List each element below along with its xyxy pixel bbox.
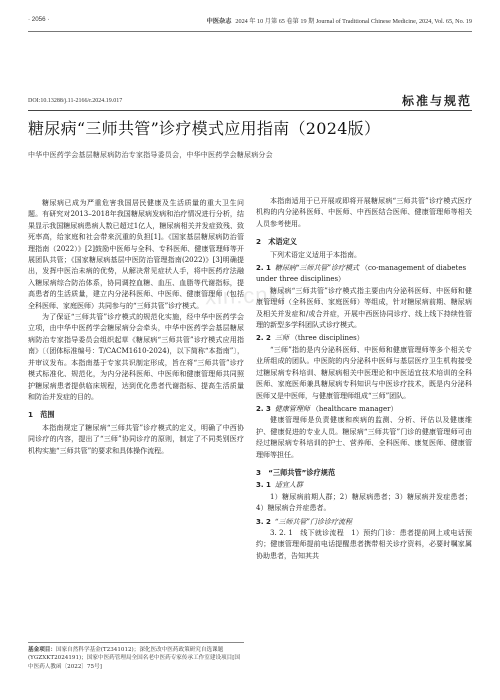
section-heading: 2 术语定义 [256, 237, 297, 247]
article-title: 糖尿病“三师共管”诊疗模式应用指南（2024版） [28, 119, 381, 138]
subsection-title: 三师 [274, 334, 289, 343]
subsection-heading [256, 404, 472, 415]
doi: DOI:10.13288/j.11-2166/r.2024.19.017 [28, 98, 123, 104]
paragraph: 为了保证“三师共管”诊疗模式的规范化实施，经中华中医药学会立项，由中华中医药学会糖尿病分会牵头，中华中医药学会基层糖尿病防治专家指导委员会组织起草《糖尿病“三师共管”诊疗模式应用指南》〔（团体标准编号：T/CACM1610-2024)，以下简称“本指南”〕，并审议发布。本指南基于专家共识制定形成，旨在将“三师共管”诊疗模式标准化、规范化，为内分泌科医师、中医师和健康管理师共同照护糖尿病患者提供临床规程，达到优化患者代谢指标、提高生活质量和防治并发症的目的。 [28, 313, 244, 401]
subsection-heading [256, 517, 472, 528]
paragraph: 健康管理师是负责健康和疾病的监测、分析、评估以及健康维护、健康促进的专业人员。糖尿病“三师共管”门诊的健康管理师可由经过糖尿病专科培训的护士、营养师、全科医师、康复医师、健康管理师等担任。 [256, 416, 472, 459]
subsection-heading [256, 263, 472, 286]
page-number: · 2056 · [28, 16, 50, 23]
subsection-number: 3. 2 [256, 517, 271, 526]
subsection-english: （three disciplines） [290, 334, 364, 343]
paragraph: “三师”指的是内分泌科医师、中医师和健康管理师等多个相关专业所组成的团队。中医院的内分泌科中医师与基层医疗卫生机构接受过糖尿病专科培训、糖尿病相关中医理论和中医适宜技术培训的全科医师、家庭医师兼具糖尿病专科知识与中医诊疗技术，既是内分泌科医师又是中医师，与健康管理师组成“三师”团队。 [256, 345, 472, 400]
section-heading: 3 “三师共管”诊疗规范 [256, 467, 336, 477]
footnote-label: 基金项目： [28, 647, 56, 653]
section-heading: 1 范围 [28, 410, 55, 420]
right-column [256, 196, 472, 562]
left-column [28, 198, 244, 457]
subsection-title: “三师共管”门诊诊疗流程 [274, 517, 353, 526]
header-rule [28, 31, 472, 32]
subsection-english: （co-management of diabetes under three disciplines） [256, 264, 467, 284]
subsection-title: 健康管理师 [274, 404, 310, 413]
subsection-number: 2. 2 [256, 334, 271, 343]
running-header [28, 14, 472, 28]
paragraph: 糖尿病“三师共管”诊疗模式指主要由内分泌科医师、中医师和健康管理师（全科医师、家庭医师）等组成，针对糖尿病前期、糖尿病及相关并发症和/或合并症，开展中西医协同诊疗、线上线下持续性管理的新型多学科团队式诊疗模式。 [256, 286, 472, 330]
watermark: xin.cnki [204, 281, 287, 310]
journal-info [207, 16, 472, 25]
paragraph: 本指南规定了糖尿病“三师共管”诊疗模式的定义，明确了中西协同诊疗的内容，提出了“三师”协同诊疗的原则，制定了不同类别医疗机构实施“三师共管”的要求和具体操作流程。 [28, 423, 244, 455]
subsection-title: 糖尿病“三师共管”诊疗模式 [274, 264, 360, 273]
subsection-heading [256, 480, 472, 491]
article-authors: 中华中医药学会基层糖尿病防治专家指导委员会，中华中医药学会糖尿病分会 [28, 151, 273, 159]
footnote [28, 642, 244, 671]
footnote-text: 国家自然科学基金(T2341012)；深化医改中医药政策研究自选课题(YGZXKT2024191)；国家中医药管理局全国名老中医药专家传承工作室建设项目[国中医药人教函〔2022〕75号] [28, 647, 241, 670]
subsection-heading [256, 333, 472, 344]
subsection-english: （healthcare manager） [311, 404, 398, 413]
subsection-number: 2. 1 [256, 264, 271, 273]
paragraph: 糖尿病已成为严重危害我国居民健康及生活质量的重大卫生问题。有研究对2013–2018年我国糖尿病发病和治疗情况进行分析，结果显示我国糖尿病患病人数已超过1亿人，糖尿病相关并发症致残、致死率高，给家庭和社会带来沉重的负担[1]。《国家基层糖尿病防治管理指南（2022）》[2]鼓励中医师与全科、专科医师、健康管理师等开展团队共管；《国家糖尿病基层中医防治管理指南(2022)》[3]明确提出，发挥中医治未病的优势，从解决常见症状人手，将中医药疗法融入糖尿病综合防治体系，协同调控血糖、血压、血脂等代谢指标，提高患者的生活质量，建立内分泌科医师、中医师、健康管理师（包括全科医师、家庭医师）共同参与的“三师共管”诊疗模式。 [28, 199, 244, 310]
subsection-number: 3. 1 [256, 481, 271, 490]
subsection-title: 适宜人群 [274, 481, 303, 490]
paragraph: 1）糖尿病前期人群；2）糖尿病患者；3）糖尿病并发症患者；4）糖尿病合并症患者。 [256, 492, 472, 513]
paragraph: 本指南适用于已开展或即将开展糖尿病“三师共管”诊疗模式医疗机构的内分泌科医师、中医师、中西医结合医师、健康管理师等相关人员参考使用。 [256, 197, 472, 228]
column-tag: 标准与规范 [401, 94, 472, 108]
paragraph: 3. 2. 1 线下就诊流程 1）预约门诊：患者提前网上或电话预约；健康管理师提前电话提醒患者携带相关诊疗资料，必要时嘱家属协助患者，告知其共 [256, 528, 472, 560]
title-rule [28, 110, 472, 111]
journal-issue: 2024 年 10 月第 65 卷第 19 期 Journal of Traditional Chinese Medicine, 2024, Vol. 65, No. 19 [235, 18, 472, 25]
journal-name: 中医杂志 [206, 18, 232, 25]
paragraph: 下列术语定义适用于本指南。 [270, 250, 361, 259]
subsection-number: 2. 3 [256, 404, 271, 413]
